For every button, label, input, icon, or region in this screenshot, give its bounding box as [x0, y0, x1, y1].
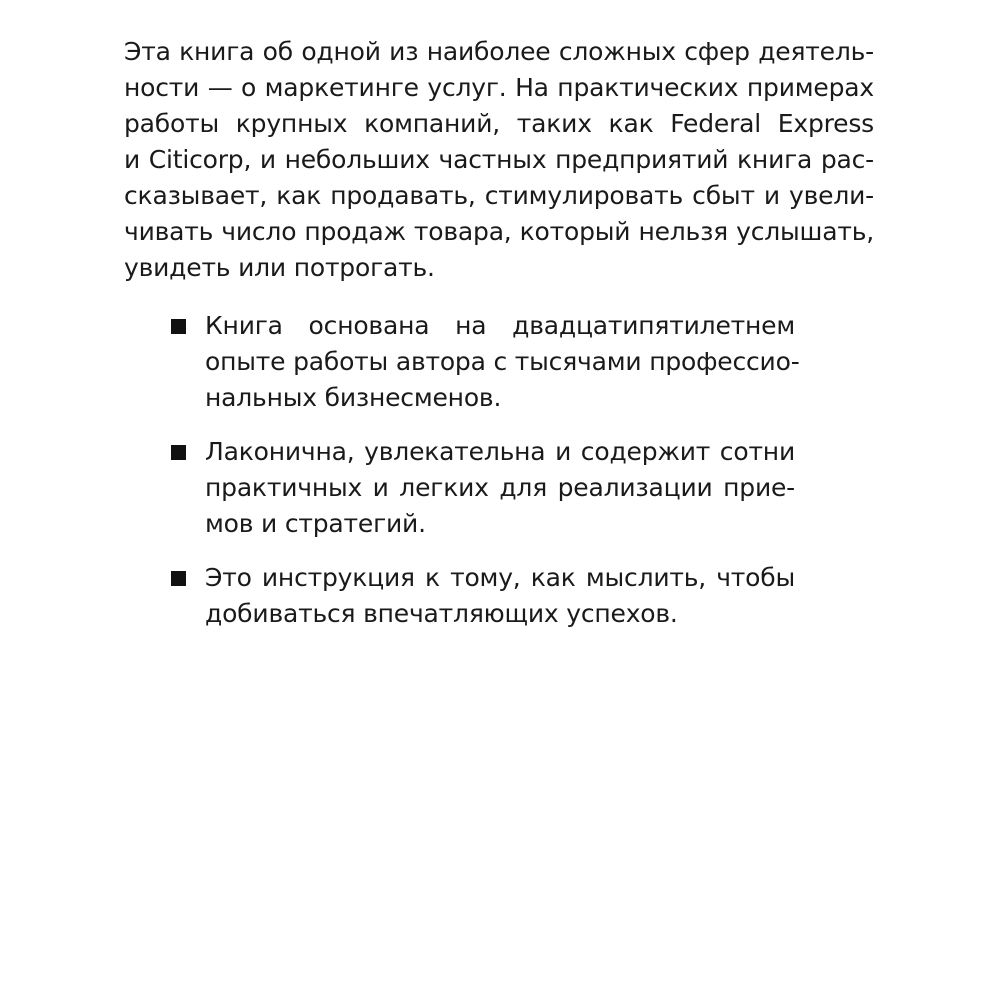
feature-line: Это инструкция к тому, как мыслить, чтобы [205, 563, 795, 592]
intro-paragraph [124, 34, 874, 286]
square-bullet-icon [171, 571, 186, 586]
feature-line: мов и стратегий. [205, 509, 426, 538]
intro-line: и Citicorp, и небольших частных предприятий книга рас- [124, 145, 874, 174]
feature-list [171, 308, 801, 650]
intro-line: чивать число продаж товара, который нельзя услышать, [124, 217, 874, 246]
feature-text [205, 434, 801, 542]
feature-line: нальных бизнесменов. [205, 383, 502, 412]
feature-line: опыте работы автора с тысячами профессио- [205, 347, 800, 376]
intro-line: ности — о маркетинге услуг. На практических примерах [124, 73, 874, 102]
square-bullet-icon [171, 319, 186, 334]
intro-line: Эта книга об одной из наиболее сложных сфер деятель- [124, 37, 874, 66]
intro-line: сказывает, как продавать, стимулировать сбыт и увели- [124, 181, 874, 210]
feature-item [171, 308, 801, 416]
feature-line: Лаконична, увлекательна и содержит сотни [205, 437, 795, 466]
square-bullet-icon [171, 445, 186, 460]
feature-line: практичных и легких для реализации прие- [205, 473, 795, 502]
feature-text [205, 560, 801, 632]
feature-text [205, 308, 801, 416]
feature-item [171, 560, 801, 632]
feature-item [171, 434, 801, 542]
intro-line: увидеть или потрогать. [124, 253, 435, 282]
feature-line: добиваться впечатляющих успехов. [205, 599, 678, 628]
feature-line: Книга основана на двадцатипятилетнем [205, 311, 795, 340]
intro-line: работы крупных компаний, таких как Federal Express [124, 109, 874, 138]
